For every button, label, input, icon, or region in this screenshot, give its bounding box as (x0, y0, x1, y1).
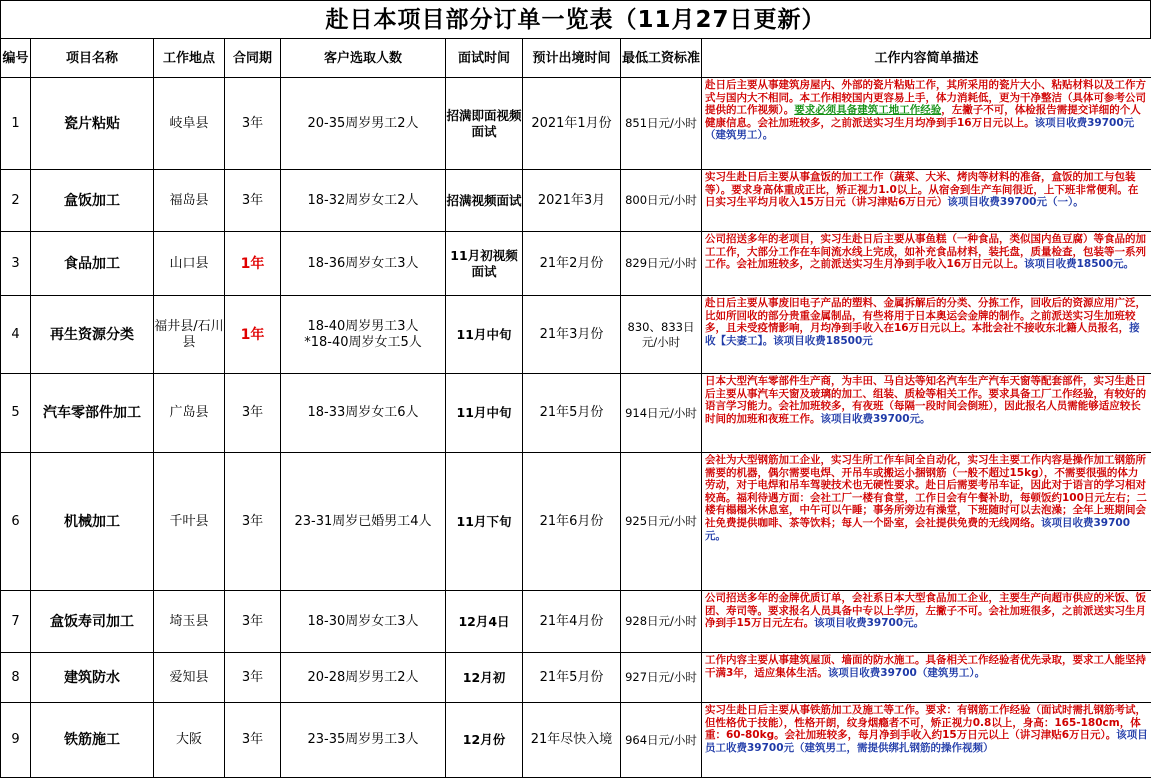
cell-wage: 851日元/小时 (621, 78, 702, 170)
cell-wage: 925日元/小时 (621, 453, 702, 591)
cell-depart: 21年4月份 (523, 591, 621, 653)
cell-people: 20-28周岁男工2人 (281, 653, 446, 703)
cell-depart: 2021年1月份 (523, 78, 621, 170)
cell-people: 18-30周岁女工3人 (281, 591, 446, 653)
cell-interview: 招满视频面试 (446, 170, 523, 232)
desc-text: 工作内容主要从事建筑屋顶、墙面的防水施工。具备相关工作经验者优先录取，要求工人能坚持干满3年，适应集体生活。 (705, 654, 1146, 679)
cell-people: 23-35周岁男工3人 (281, 703, 446, 778)
cell-name: 铁筋施工 (31, 703, 154, 778)
cell-no: 9 (1, 703, 31, 778)
desc-requirement: 要求必须具备建筑工地工作经验 (794, 104, 942, 117)
cell-people: 18-36周岁女工3人 (281, 232, 446, 296)
cell-name: 盒饭寿司加工 (31, 591, 154, 653)
header-term: 合同期 (225, 39, 281, 78)
header-wage: 最低工资标准 (621, 39, 702, 78)
table-row (1, 296, 1151, 374)
cell-wage: 964日元/小时 (621, 703, 702, 778)
cell-term: 3年 (225, 453, 281, 591)
cell-location: 广岛县 (154, 374, 225, 453)
cell-interview: 11月下旬 (446, 453, 523, 591)
header-desc: 工作内容简单描述 (702, 39, 1151, 78)
cell-desc (702, 453, 1151, 591)
cell-no: 7 (1, 591, 31, 653)
cell-no: 5 (1, 374, 31, 453)
cell-people: 20-35周岁男工2人 (281, 78, 446, 170)
desc-fee: 该项目收费39700元。 (814, 617, 925, 630)
desc-fee: 该项目收费18500元。 (1024, 258, 1135, 271)
cell-interview: 12月份 (446, 703, 523, 778)
cell-desc (702, 591, 1151, 653)
cell-wage: 928日元/小时 (621, 591, 702, 653)
cell-interview: 12月4日 (446, 591, 523, 653)
table-row (1, 453, 1151, 591)
table-row (1, 170, 1151, 232)
cell-people: 18-32周岁女工2人 (281, 170, 446, 232)
desc-text: 会社为大型钢筋加工企业，实习生所工作车间全自动化，实习生主要工作内容是操作加工钢筋所需要的机器，偶尔需要电焊、开吊车或搬运小捆钢筋（一般不超过15kg），不需要很强的体力劳动，对于电焊和吊车驾驶技术也无硬性要求。赴日后需要考吊车证，因此对于语言的学习相对较高。福利待遇方面：会社工厂一楼有食堂，工作日会有午餐补助，每顿饭约100日元左右；二楼有榻榻米休息室，中午可以午睡；事务所旁边有澡堂，下班随时可以去泡澡；全年上班期间会社免费提供咖啡、茶等饮料；每人一个卧室，会社提供免费的无线网络。 (705, 454, 1147, 529)
cell-depart: 2021年3月 (523, 170, 621, 232)
desc-fee: 该项目收费39700元（一）。 (947, 196, 1084, 209)
cell-no: 8 (1, 653, 31, 703)
cell-location: 福岛县 (154, 170, 225, 232)
cell-term: 1年 (225, 296, 281, 374)
cell-name: 建筑防水 (31, 653, 154, 703)
desc-text: 赴日后主要从事废旧电子产品的塑料、金属拆解后的分类、分拣工作，回收后的资源应用广泛，比如所回收的部分贵重金属制品，有些将用于日本奥运会金牌的制作。之前派送实习生加班较多，且未受疫情影响，月均净到手收入在16万日元以上。本批会社不接收东北籍人员报名， (705, 297, 1146, 335)
cell-interview: 11月中旬 (446, 296, 523, 374)
cell-term: 3年 (225, 78, 281, 170)
desc-fee: 该项目收费39700元。 (705, 516, 1131, 542)
cell-wage: 830、833日元/小时 (621, 296, 702, 374)
cell-term: 3年 (225, 374, 281, 453)
desc-fee: 该项目员工收费39700元（建筑男工，需提供绑扎钢筋的操作视频） (705, 729, 1148, 754)
cell-depart: 21年5月份 (523, 374, 621, 453)
cell-desc (702, 170, 1151, 232)
desc-text: 实习生赴日后主要从事铁筋加工及施工等工作。要求：有钢筋工作经验（面试时需扎钢筋考试，但性格优于技能），性格开朗，纹身烟瘾者不可，矫正视力0.8以上，身高：165-180cm，体重：60-80kg。会社加班较多，每月净到手收入约15万日元以上（讲习津贴6万日元）。 (705, 704, 1146, 742)
header-location: 工作地点 (154, 39, 225, 78)
cell-interview: 12月初 (446, 653, 523, 703)
cell-depart: 21年5月份 (523, 653, 621, 703)
cell-depart: 21年2月份 (523, 232, 621, 296)
cell-desc (702, 232, 1151, 296)
cell-people: 23-31周岁已婚男工4人 (281, 453, 446, 591)
table-row (1, 374, 1151, 453)
table-row (1, 232, 1151, 296)
table-row (1, 78, 1151, 170)
header-row (1, 39, 1151, 78)
cell-name: 瓷片粘贴 (31, 78, 154, 170)
table-row (1, 703, 1151, 778)
header-interview: 面试时间 (446, 39, 523, 78)
desc-text: 赴日后主要从事建筑房屋内、外部的瓷片粘贴工作，其所采用的瓷片大小、粘贴材料以及工作方式与国内大不相同。本工作相较国内更容易上手，体力消耗低，更为干净整洁（具体可参考公司提供的工作视频）。 (705, 79, 1146, 117)
cell-location: 千叶县 (154, 453, 225, 591)
cell-desc (702, 374, 1151, 453)
cell-term: 3年 (225, 653, 281, 703)
cell-no: 6 (1, 453, 31, 591)
cell-no: 3 (1, 232, 31, 296)
cell-location: 大阪 (154, 703, 225, 778)
cell-wage: 800日元/小时 (621, 170, 702, 232)
page-title: 赴日本项目部分订单一览表（11月27日更新） (0, 0, 1151, 38)
cell-name: 食品加工 (31, 232, 154, 296)
order-table (0, 38, 1151, 778)
desc-text-2: ，左撇子不可，体检报告需提交详细的个人健康信息。会社加班较多，之前派送实习生月均净到手16万日元以上。 (705, 104, 1141, 129)
cell-name: 机械加工 (31, 453, 154, 591)
desc-fee: 该项目收费39700元。 (820, 412, 931, 425)
header-name: 项目名称 (31, 39, 154, 78)
cell-wage: 914日元/小时 (621, 374, 702, 453)
header-no: 编号 (1, 39, 31, 78)
cell-depart: 21年3月份 (523, 296, 621, 374)
desc-text: 实习生赴日后主要从事盒饭的加工工作（蔬菜、大米、烤肉等材料的准备，盒饭的加工与包装等）。要求身高体重成正比，矫正视力1.0以上。从宿舍到生产车间很近，上下班非常便利。在日实习生平均月收入15万日元（讲习津贴6万日元） (705, 171, 1139, 209)
cell-no: 4 (1, 296, 31, 374)
cell-location: 岐阜县 (154, 78, 225, 170)
header-people: 客户选取人数 (281, 39, 446, 78)
cell-term: 3年 (225, 591, 281, 653)
desc-text: 日本大型汽车零部件生产商，为丰田、马自达等知名汽车生产汽车天窗等配套部件，实习生赴日后主要从事汽车天窗及玻璃的加工、组装、质检等相关工作。要求具备工厂工作经验，有较好的语言学习能力。会社加班较多，有夜班（每隔一段时间会倒班），因此报名人员需能够适应较长时间的加班和夜班工作。 (705, 375, 1146, 425)
cell-wage: 829日元/小时 (621, 232, 702, 296)
cell-wage: 927日元/小时 (621, 653, 702, 703)
cell-people: 18-40周岁男工3人 *18-40周岁女工5人 (281, 296, 446, 374)
cell-location: 山口县 (154, 232, 225, 296)
table-row (1, 653, 1151, 703)
cell-no: 2 (1, 170, 31, 232)
cell-depart: 21年尽快入境 (523, 703, 621, 778)
cell-no: 1 (1, 78, 31, 170)
cell-people: 18-33周岁女工6人 (281, 374, 446, 453)
cell-desc (702, 653, 1151, 703)
desc-text: 公司招送多年的金牌优质订单，会社系日本大型食品加工企业，主要生产向超市供应的米饭、饭团、寿司等。要求报名人员具备中专以上学历，左撇子不可。会社加班很多，之前派送实习生月净到手15万日元左右。 (705, 592, 1146, 630)
cell-desc (702, 703, 1151, 778)
cell-location: 爱知县 (154, 653, 225, 703)
cell-name: 盒饭加工 (31, 170, 154, 232)
desc-fee: 该项目收费39700（建筑男工）。 (827, 666, 986, 679)
cell-term: 3年 (225, 170, 281, 232)
cell-interview: 11月中旬 (446, 374, 523, 453)
cell-location: 埼玉县 (154, 591, 225, 653)
cell-term: 3年 (225, 703, 281, 778)
cell-interview: 11月初视频面试 (446, 232, 523, 296)
cell-location: 福井县/石川县 (154, 296, 225, 374)
cell-name: 再生资源分类 (31, 296, 154, 374)
table-row (1, 591, 1151, 653)
cell-term: 1年 (225, 232, 281, 296)
cell-name: 汽车零部件加工 (31, 374, 154, 453)
desc-fee: 接收【夫妻工】。该项目收费18500元 (705, 322, 1140, 347)
cell-interview: 招满即面视频面试 (446, 78, 523, 170)
cell-depart: 21年6月份 (523, 453, 621, 591)
desc-fee: 该项目收费39700元（建筑男工）。 (705, 116, 1135, 142)
cell-desc (702, 296, 1151, 374)
header-depart: 预计出境时间 (523, 39, 621, 78)
cell-desc (702, 78, 1151, 170)
desc-text: 公司招送多年的老项目，实习生赴日后主要从事鱼糕（一种食品，类似国内鱼豆腐）等食品的加工工作，大部分工作在车间流水线上完成，如补充食品材料，装托盘，质量检查，包装等一系列工作。会社加班较多，之前派送实习生月净到手收入16万日元以上。 (705, 233, 1146, 271)
